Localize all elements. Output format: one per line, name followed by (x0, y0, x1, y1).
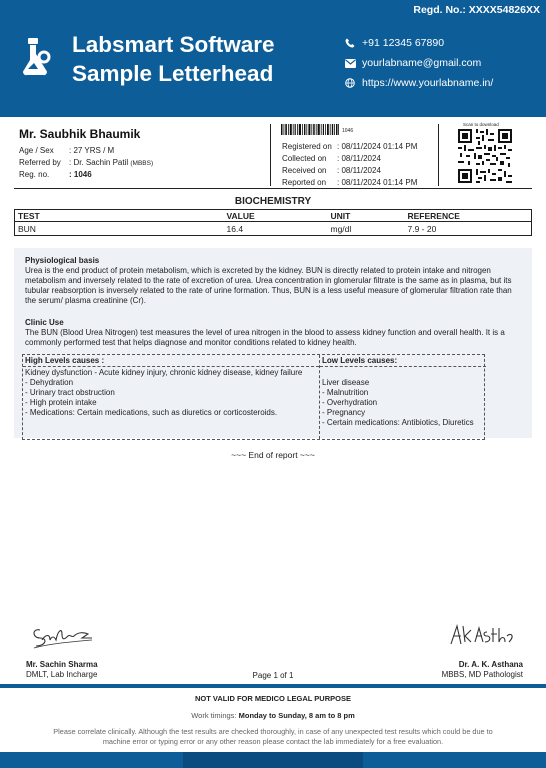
list-item: - Medications: Certain medications, such as diuretics or corticosteroids. (25, 408, 278, 417)
referred-doctor: : Dr. Sachin Patil (69, 157, 129, 167)
signer-left-name: Mr. Sachin Sharma (26, 660, 98, 669)
test-value: 16.4 (224, 222, 328, 236)
referred-label: Referred by (19, 157, 61, 167)
received-label: Received on (282, 165, 327, 175)
email-icon (345, 59, 362, 68)
lab-flask-logo-icon (22, 37, 58, 77)
brand-name (72, 30, 275, 88)
col-reference: REFERENCE (405, 210, 532, 222)
col-value: VALUE (224, 210, 328, 222)
signer-left-title: DMLT, Lab Incharge (26, 670, 98, 679)
divider-right (438, 124, 439, 186)
legal-notice: NOT VALID FOR MEDICO LEGAL PURPOSE (195, 694, 351, 703)
clinic-use-text: The BUN (Blood Urea Nitrogen) test measures the level of urea nitrogen in the blood to assess kidney function and overall health. It is a commonly performed test that helps diagnose and monitor conditions related to kidney health. (25, 328, 505, 347)
disclaimer: Please correlate clinically. Although the test results are checked thoroughly, in case of any unexpected test results which could be due to machine error or typing error or any other reason please contact the lab immediately for a free evaluation. (53, 727, 493, 746)
patient-name: Mr. Saubhik Bhaumik (19, 127, 141, 141)
signature-left (28, 620, 98, 650)
received-value: : 08/11/2024 (337, 165, 381, 175)
divider-left (270, 124, 271, 186)
footer-bar (0, 752, 546, 768)
globe-icon (345, 78, 362, 88)
high-levels-list (23, 367, 319, 421)
signer-right (442, 660, 523, 680)
phone-number: +91 12345 67890 (362, 37, 445, 49)
reg-label: Reg. no. (19, 169, 50, 179)
collected-label: Collected on (282, 153, 327, 163)
physiological-basis-title: Physiological basis (25, 256, 100, 265)
low-levels-column (320, 355, 486, 439)
age-sex-label: Age / Sex (19, 145, 54, 155)
letterhead-header (0, 0, 546, 117)
results-table (14, 209, 532, 236)
phone-row (345, 33, 493, 53)
signer-right-title: MBBS, MD Pathologist (441, 670, 523, 679)
website-row (345, 73, 493, 93)
reg-row (19, 168, 269, 180)
section-divider (14, 188, 532, 189)
table-row (15, 222, 532, 236)
age-sex-value: : 27 YRS / M (69, 145, 115, 155)
qr-code-icon[interactable] (458, 129, 512, 183)
col-test: TEST (15, 210, 224, 222)
referred-qualification: (MBBS) (130, 159, 154, 167)
high-levels-title: High Levels causes : (23, 355, 319, 367)
scan-label: Scan to download (463, 122, 499, 127)
low-levels-title: Low Levels causes: (320, 355, 486, 367)
website-link[interactable]: https://www.yourlabname.in/ (362, 77, 494, 89)
contact-block (345, 33, 493, 93)
end-of-report: ~~~ End of report ~~~ (231, 450, 315, 460)
list-item: Kidney dysfunction - Acute kidney injury, chronic kidney disease, kidney failure (25, 368, 303, 377)
test-reference: 7.9 - 20 (405, 222, 532, 236)
barcode-number: 1046 (342, 128, 354, 134)
list-item: - Certain medications: Antibiotics, Diuretics (322, 418, 474, 427)
col-unit: UNIT (328, 210, 405, 222)
work-timings (0, 711, 546, 720)
reported-row (282, 176, 417, 188)
brand-line-1: Labsmart Software (72, 32, 275, 57)
list-item: - Dehydration (25, 378, 74, 387)
email-row (345, 53, 493, 73)
email-address[interactable]: yourlabname@gmail.com (362, 57, 482, 69)
phone-icon (345, 38, 362, 48)
report-dates (282, 140, 417, 188)
footer-divider (0, 684, 546, 688)
causes-table (22, 354, 485, 440)
footer-bar-accent (183, 752, 363, 768)
list-item: - Overhydration (322, 398, 378, 407)
test-name: BUN (15, 222, 224, 236)
reg-value: : 1046 (69, 169, 92, 179)
registered-label: Registered on (282, 141, 332, 151)
reported-value: : 08/11/2024 01:14 PM (337, 177, 418, 187)
list-item: - Urinary tract obstruction (25, 388, 115, 397)
list-item: - High protein intake (25, 398, 97, 407)
list-item: Liver disease (322, 378, 370, 387)
collected-value: : 08/11/2024 (337, 153, 381, 163)
registration-number: Regd. No.: XXXX54826XX (413, 4, 540, 16)
list-item: - Malnutrition (322, 388, 369, 397)
registered-value: : 08/11/2024 01:14 PM (337, 141, 418, 151)
received-row (282, 164, 417, 176)
registered-row (282, 140, 417, 152)
referred-row (19, 156, 269, 168)
timings-label: Work timings: (191, 711, 237, 720)
age-sex-row (19, 144, 269, 156)
reported-label: Reported on (282, 177, 327, 187)
barcode (281, 124, 339, 135)
high-levels-column (23, 355, 320, 439)
results-header-row (15, 210, 532, 222)
test-unit: mg/dl (328, 222, 405, 236)
low-levels-list (320, 367, 486, 431)
list-item: - Pregnancy (322, 408, 366, 417)
section-title: BIOCHEMISTRY (234, 196, 312, 207)
patient-details (19, 127, 269, 180)
timings-value: Monday to Sunday, 8 am to 8 pm (238, 711, 355, 720)
page-number: Page 1 of 1 (252, 671, 294, 680)
collected-row (282, 152, 417, 164)
physiological-basis-text: Urea is the end product of protein metabolism, which is excreted by the kidney. BUN is directly related to protein intake and nitrogen metabolism and inversely related to the rate of excretion of urea. Urea concentration in glomerular filtrate is the same as in plasma, but its tubular reabsorption is inversely related to the rate of urine formation. Thus, BUN is a less useful measure of glomerular filtration rate than the serum/ plasma creatinine (Cr). (25, 266, 512, 305)
clinic-use-title: Clinic Use (25, 318, 64, 327)
signature-right (447, 620, 522, 650)
signer-right-name: Dr. A. K. Asthana (458, 660, 523, 669)
referred-value (69, 158, 153, 167)
brand-line-2: Sample Letterhead (72, 61, 274, 86)
